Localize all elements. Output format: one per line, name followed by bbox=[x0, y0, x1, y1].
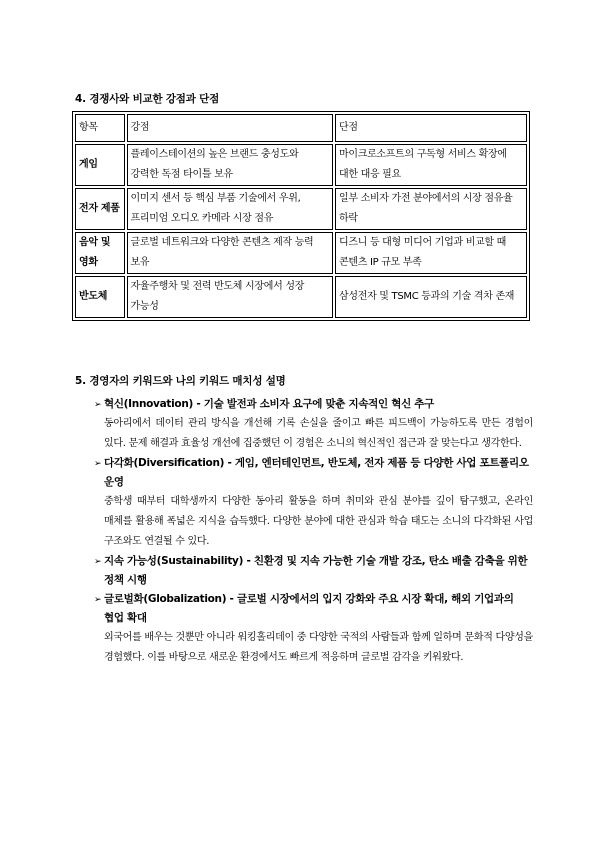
row-item: 음악 및 영화 bbox=[75, 232, 125, 274]
row-weakness: 일부 소비자 가전 분야에서의 시장 점유율 하락 bbox=[335, 188, 527, 230]
row-item: 반도체 bbox=[75, 276, 125, 318]
keyword-list bbox=[78, 395, 533, 668]
list-item bbox=[78, 590, 533, 668]
section-5-title: 5. 경영자의 키워드와 나의 키워드 매치성 설명 bbox=[75, 375, 286, 387]
header-item: 항목 bbox=[75, 114, 125, 142]
keyword-heading: 다각화(Diversification) - 게임, 엔터테인먼트, 반도체, 전자 제품 등 다양한 사업 포트폴리오 운영 bbox=[104, 457, 529, 488]
list-item bbox=[78, 395, 533, 454]
table-row bbox=[75, 276, 527, 318]
keyword-description: 동아리에서 데이터 관리 방식을 개선해 기록 손실을 줄이고 빠른 피드백이 가능하도록 만든 경험이 있다. 문제 해결과 효율성 개선에 집중했던 이 경험은 소니의 혁신적인 접근과 잘 맞는다고 생각한다. bbox=[104, 418, 533, 449]
row-item: 게임 bbox=[75, 144, 125, 186]
table-row bbox=[75, 188, 527, 230]
row-strength: 글로벌 네트워크와 다양한 콘텐츠 제작 능력 보유 bbox=[127, 232, 333, 274]
arrow-bullet-icon: ➢ bbox=[94, 595, 102, 605]
keyword-heading: 혁신(Innovation) - 기술 발전과 소비자 요구에 맞춘 지속적인 혁신 추구 bbox=[104, 398, 434, 410]
header-weakness: 단점 bbox=[335, 114, 527, 142]
section-4-title: 4. 경쟁사와 비교한 강점과 단점 bbox=[75, 93, 220, 105]
arrow-bullet-icon: ➢ bbox=[94, 400, 102, 410]
row-strength: 플레이스테이션의 높은 브랜드 충성도와 강력한 독점 타이틀 보유 bbox=[127, 144, 333, 186]
table-row bbox=[75, 144, 527, 186]
row-strength: 자율주행차 및 전력 반도체 시장에서 성장 가능성 bbox=[127, 276, 333, 318]
header-strength: 강점 bbox=[127, 114, 333, 142]
row-strength: 이미지 센서 등 핵심 부품 기술에서 우위, 프리미엄 오디오 카메라 시장 점유 bbox=[127, 188, 333, 230]
keyword-description: 외국어를 배우는 것뿐만 아니라 워킹홀리데이 중 다양한 국적의 사람들과 함께 일하며 문화적 다양성을 경험했다. 이를 바탕으로 새로운 환경에서도 빠르게 적응하며 글로벌 감각을 키워왔다. bbox=[104, 632, 533, 663]
arrow-bullet-icon: ➢ bbox=[94, 459, 102, 469]
row-weakness: 삼성전자 및 TSMC 등과의 기술 격차 존재 bbox=[335, 276, 527, 318]
keyword-description: 중학생 때부터 대학생까지 다양한 동아리 활동을 하며 취미와 관심 분야를 깊이 탐구했고, 온라인 매체를 활용해 폭넓은 지식을 습득했다. 다양한 분야에 대한 관심과 학습 태도는 소니의 다각화된 사업 구조와도 연결될 수 있다. bbox=[104, 496, 533, 547]
table-row bbox=[75, 232, 527, 274]
row-item: 전자 제품 bbox=[75, 188, 125, 230]
keyword-heading: 지속 가능성(Sustainability) - 친환경 및 지속 가능한 기술 개발 강조, 탄소 배출 감축을 위한 정책 시행 bbox=[104, 555, 528, 586]
keyword-heading: 글로벌화(Globalization) - 글로벌 시장에서의 입지 강화와 주요 시장 확대, 해외 기업과의 협업 확대 bbox=[104, 593, 514, 624]
list-item bbox=[78, 552, 533, 590]
row-weakness: 마이크로소프트의 구독형 서비스 확장에 대한 대응 필요 bbox=[335, 144, 527, 186]
table-header-row bbox=[75, 114, 527, 142]
arrow-bullet-icon: ➢ bbox=[94, 557, 102, 567]
row-weakness: 디즈니 등 대형 미디어 기업과 비교할 때 콘텐츠 IP 규모 부족 bbox=[335, 232, 527, 274]
comparison-table bbox=[72, 111, 530, 321]
list-item bbox=[78, 454, 533, 552]
